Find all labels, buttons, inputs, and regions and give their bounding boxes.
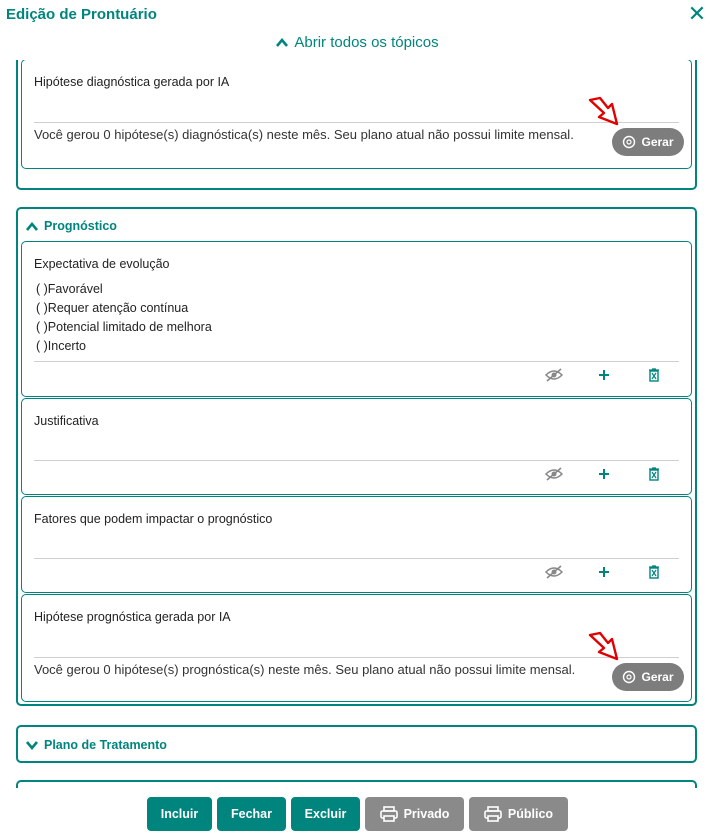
ai-sparkle-icon [622, 135, 636, 149]
expectativa-options[interactable] [36, 280, 212, 356]
fatores-box [21, 496, 692, 593]
eye-slash-icon[interactable] [529, 366, 579, 384]
ai-sparkle-icon [622, 670, 636, 684]
publico-label: Público [507, 807, 554, 821]
expectativa-label: Expectativa de evolução [34, 257, 170, 271]
gerar-prognostico-button[interactable] [612, 663, 684, 691]
prognostico-ia-box [21, 594, 692, 702]
print-icon [380, 806, 398, 822]
incluir-button[interactable] [147, 797, 212, 831]
chevron-down-icon [26, 741, 38, 750]
plus-icon[interactable] [579, 465, 629, 483]
excluir-button[interactable] [291, 797, 360, 831]
privado-button[interactable] [365, 797, 464, 831]
eye-slash-icon[interactable] [529, 563, 579, 581]
field-divider [34, 122, 679, 123]
chevron-up-icon [26, 222, 38, 231]
prognostico-title: Prognóstico [44, 219, 117, 233]
option-incerto: ( )Incerto [36, 339, 87, 353]
diagnostico-section [16, 60, 697, 190]
expectativa-box [21, 241, 692, 397]
fatores-label: Fatores que podem impactar o prognóstico [34, 512, 273, 526]
justificativa-actions [529, 465, 679, 483]
footer-actions [0, 797, 715, 831]
plus-icon[interactable] [579, 563, 629, 581]
justificativa-label: Justificativa [34, 414, 99, 428]
diagnostico-ia-box [21, 60, 692, 169]
field-divider [34, 657, 679, 658]
next-section [16, 780, 697, 788]
prognostico-header[interactable] [26, 219, 117, 233]
red-arrow-icon [587, 95, 625, 129]
fatores-actions [529, 563, 679, 581]
diagnostico-ia-text: Você gerou 0 hipótese(s) diagnóstica(s) neste mês. Seu plano atual não possui limite mensal. [34, 127, 574, 142]
excluir-label: Excluir [304, 807, 347, 821]
record-scroll-area[interactable] [0, 60, 715, 788]
trash-icon[interactable] [629, 465, 679, 483]
trash-icon[interactable] [629, 563, 679, 581]
gerar-diagnostico-button[interactable] [612, 128, 684, 156]
print-icon [484, 806, 502, 822]
open-all-topics-link[interactable] [0, 34, 715, 51]
chevron-up-icon [276, 34, 288, 51]
option-limitado: ( )Potencial limitado de melhora [36, 320, 212, 334]
plano-tratamento-header[interactable] [26, 738, 167, 752]
field-divider [34, 558, 679, 559]
option-atencao: ( )Requer atenção contínua [36, 301, 189, 315]
justificativa-box [21, 398, 692, 495]
fechar-button[interactable] [217, 797, 286, 831]
prognostico-section [16, 207, 697, 706]
gerar-label: Gerar [641, 670, 674, 684]
open-all-topics-label: Abrir todos os tópicos [294, 34, 439, 51]
close-icon[interactable]: ✕ [687, 1, 707, 26]
eye-slash-icon[interactable] [529, 465, 579, 483]
page-title: Edição de Prontuário [6, 6, 157, 23]
field-divider [34, 460, 679, 461]
gerar-label: Gerar [641, 135, 674, 149]
plano-tratamento-title: Plano de Tratamento [44, 738, 167, 752]
field-divider [34, 361, 679, 362]
fechar-label: Fechar [231, 807, 272, 821]
privado-label: Privado [403, 807, 450, 821]
prognostico-ia-text: Você gerou 0 hipótese(s) prognóstica(s) neste mês. Seu plano atual não possui limite mensal. [34, 662, 576, 677]
prognostico-ia-label: Hipótese prognóstica gerada por IA [34, 610, 231, 624]
trash-icon[interactable] [629, 366, 679, 384]
plano-tratamento-section[interactable] [16, 725, 697, 763]
publico-button[interactable] [469, 797, 568, 831]
diagnostico-ia-label: Hipótese diagnóstica gerada por IA [34, 75, 230, 89]
incluir-label: Incluir [160, 807, 199, 821]
expectativa-actions [529, 366, 679, 384]
option-favoravel: ( )Favorável [36, 282, 103, 296]
plus-icon[interactable] [579, 366, 629, 384]
red-arrow-icon [587, 630, 625, 664]
